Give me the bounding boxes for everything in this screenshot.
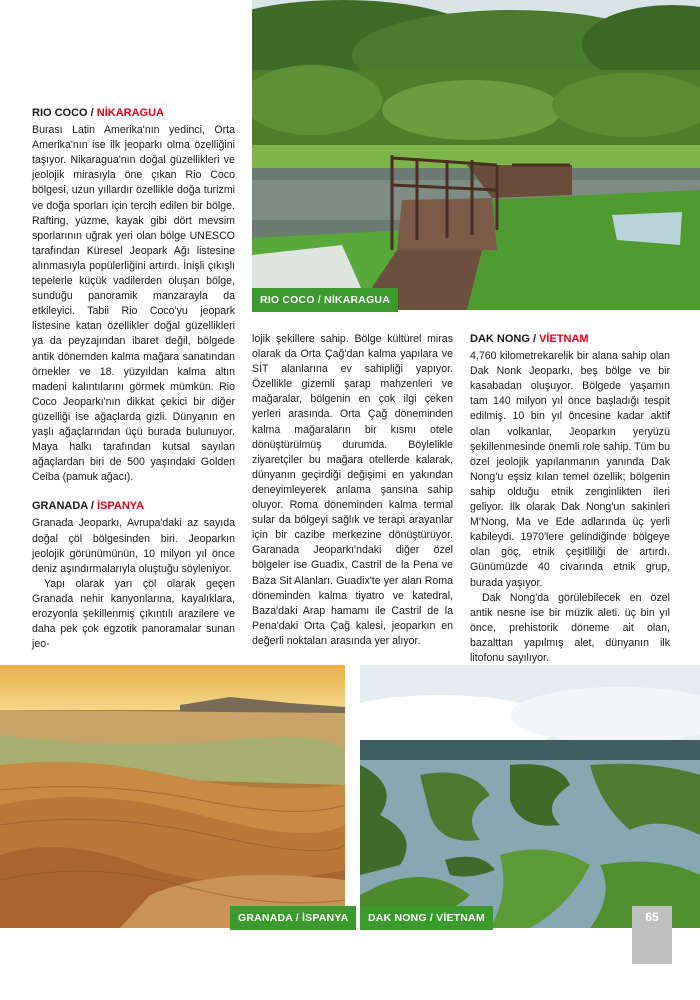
right-column	[470, 332, 670, 666]
dak-nong-heading-country: VİETNAM	[539, 333, 589, 345]
rio-coco-heading-place: RIO COCO /	[32, 107, 97, 119]
granada-heading-country: İSPANYA	[96, 500, 145, 513]
granada-heading	[32, 499, 235, 514]
dak-nong-paragraph-1: 4,760 kilometrekarelik bir alana sahip olan Dak Nonk Jeoparkı, beş bölge ve bir kasabadan oluşuyor. Bölgede yaşamın tam 140 milyon yıl önce başladığı tespit edilmiş. 10 bin yıl öncesine kadar aktif olan volkanlar, Jeoparkın yeryüzü şekillenmesinde önemli role sahip. Tüm bu özel jeolojik yapılanmanın yanında Dak Nong'u eşsiz kılan temel özellik; bölgenin sahip olduğu etnik zenginlikten ileri geliyor. İlk olarak Dak Nong'un sakinleri M'Nong, Ma ve Ede adlarında üç yerli kabileydi. 1970'lere gelindiğinde bölgeye olan göç, etnik çeşitliliği de artırdı. Günümüzde 40 civarında etnik grup, burada yaşıyor.	[470, 350, 671, 589]
dak-nong-heading	[470, 332, 670, 347]
rio-coco-heading	[32, 106, 235, 121]
dak-nong-photo	[360, 665, 700, 928]
dak-nong-heading-place: DAK NONG /	[470, 333, 540, 345]
granada-heading-place: GRANADA /	[32, 500, 97, 513]
dak-nong-paragraph-2: Dak Nong'da görülebilecek en özel antik nesne ise bir müzik aleti. üç bin yıl önce, prehistorik döneme ait olan, bazalttan yapılmış alet, dünyanın ilk litofonu sayılıyor.	[470, 591, 670, 664]
granada-photo	[0, 665, 345, 928]
granada-paragraph-2: Yapı olarak yarı çöl olarak geçen Granada nehir kanyonlarına, kayalıklara, erozyonla şekillenmiş çıkıntılı arazilere ve daha pek çok egzotik panoramalar sunan jeo-	[32, 577, 235, 651]
granada-continuation: lojik şekillere sahip. Bölge kültürel miras olarak da Orta Çağ'dan kalma yapılara ve SİT alanlarına ev sahipliği yapıyor. Özellikle gizemli şarap mahzenleri ve mağaralar, bölgenin en çok ilgi çeken yerleri arasında. Orta Çağ döneminden kalma mağaraların bir kısmı otele dönüştürülmüş durumda. Böylelikle ziyaretçiler bu mağara otellerde kalarak, dünyanın geçirdiği değişimi en yakından deneyimleyerek anlama şansına sahip oluyor. Roma döneminden kalma termal sular da bölgeyi sağlık ve terapi arayanlar için bir cazibe merkezine dönüştürüyor. Garanada Jeoparkı'ndaki diğer özel bölgeler ise Guadix, Castril de la Pena ve Baza Sit Alanları. Guadix'te yer alan Roma döneminden kalma tiyatro ve katedral, Baza'daki Arap hamamı ile Castril de la Pena'daki Orta Çağ kalesi, jeoparkın en değerli noktaları arasında yer alıyor.	[252, 333, 453, 647]
page-number: 65	[632, 906, 672, 964]
rio-coco-paragraph: Burası Latin Amerika'nın yedinci, Orta Amerika'nın ise ilk jeoparkı olma özelliğini taşıyor. Nikaragua'nın doğal güzellikleri ve jeolojik mirasıyla öne çıkan Rio Coco bölgesi, uzun yıllardır özellikle doğa turizmi ve doğa sporları için tercih edilen bir bölge. Rafting, yüzme, kayak gibi dört mevsim sporlarının uğrak yeri olan bölge UNESCO tarafından Küresel Jeopark Ağı listesine alınmasıyla popülerliğini artırdı. İnişli çıkışlı tepelerle küçük vadilerden oluşan bölge, sunduğu panoramik manzarayla da etkileyici. Tabii Rio Coco'yu jeopark listesine katan özellikler doğal güzellikleri ya da peyzajından ibaret değil, bölgede antik dönemden kalma mağara sanatından örnekler ve 18. yüzyıldan kalma altın madeni kalıntılarını görmek mümkün. Rio Coco Jeoparkı'nın dikkat çekici bir diğer güzelliği ise ağaçlarda gizli. Dünyanın en yaşlı ağaçlarından üçü burada bulunuyor. Maya halkı tarafından kutsal sayılan ağaçlardan biri de 500 yaşındaki Golden Ceiba (pamuk ağacı).	[32, 124, 235, 484]
dak-nong-lake-image	[360, 665, 700, 928]
granada-desert-image	[0, 665, 345, 928]
middle-column	[252, 332, 453, 649]
dak-nong-photo-caption: DAK NONG / VİETNAM	[360, 906, 493, 930]
rio-coco-landscape-image	[252, 0, 700, 310]
rio-coco-heading-country: NİKARAGUA	[96, 107, 165, 119]
left-column	[32, 106, 235, 652]
rio-coco-photo	[252, 0, 700, 310]
rio-coco-photo-caption: RIO COCO / NİKARAGUA	[252, 288, 398, 312]
granada-photo-caption: GRANADA / İSPANYA	[230, 906, 356, 930]
granada-paragraph-1: Granada Jeoparkı, Avrupa'daki az sayıda doğal çöl bölgesinden biri. Jeoparkın jeolojik görünümünün, 10 milyon yıl önce deniz aşındırmalarıyla oluştuğu söyleniyor.	[32, 517, 235, 575]
